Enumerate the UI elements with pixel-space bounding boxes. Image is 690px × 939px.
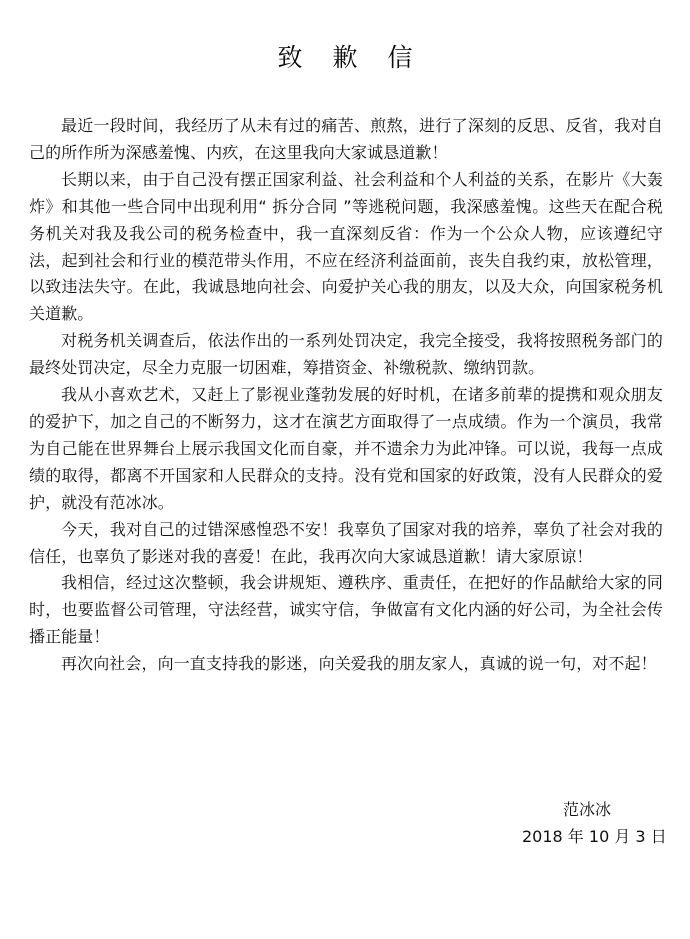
paragraph-acceptance: 对税务机关调查后，依法作出的一系列处罚决定，我完全接受，我将按照税务部门的最终处罚决定，尽全力克服一切困难，筹措资金、补缴税款、缴纳罚款。 (29, 331, 663, 378)
paragraph-career: 我从小喜欢艺术，又赶上了影视业蓬勃发展的好时机，在诸多前辈的提携和观众朋友的爱护下，加之自己的不断努力，这才在演艺方面取得了一点成绩。作为一个演员，我常为自己能在世界舞台上展示我国文化而自豪，并不遗余力为此冲锋。可以说，我每一点成绩的取得，都离不开国家和人民群众的支持。没有党和国家的好政策，没有人民群众的爱护，就没有范冰冰。 (29, 385, 663, 512)
signature-date: 2018 年 10 月 3 日 (522, 827, 667, 846)
paragraph-opening: 最近一段时间，我经历了从未有过的痛苦、煎熬，进行了深刻的反思、反省，我对自己的所作所为深感羞愧、内疚，在这里我向大家诚恳道歉！ (29, 116, 663, 162)
letter-title: 致歉信 (277, 43, 443, 72)
paragraph-commitment: 我相信，经过这次整顿，我会讲规矩、遵秩序、重责任，在把好的作品献给大家的同时，也要监督公司管理，守法经营，诚实守信，争做富有文化内涵的好公司，为全社会传播正能量！ (29, 573, 663, 647)
paragraph-reflection: 长期以来，由于自己没有摆正国家利益、社会利益和个人利益的关系，在影片《大轰炸》和其他一些合同中出现利用“ 拆分合同 ”等逃税问题，我深感羞愧。这些天在配合税务机关对我及我公司的税务检查中，我一直深刻反省：作为一个公众人物，应该遵纪守法，起到社会和行业的模范带头作用，不应在经济利益面前，丧失自我约束，放松管理，以致违法失守。在此，我诚恳地向社会、向爱护关心我的朋友，以及大众，向国家税务机关道歉。 (29, 169, 663, 324)
signature-block (522, 796, 667, 850)
paragraph-closing: 再次向社会，向一直支持我的影迷，向关爱我的朋友家人，真诚的说一句，对不起！ (61, 654, 657, 674)
letter-body (29, 113, 663, 678)
signature-name: 范冰冰 (562, 800, 611, 819)
paragraph-remorse: 今天，我对自己的过错深感惶恐不安！我辜负了国家对我的培养，辜负了社会对我的信任，也辜负了影迷对我的喜爱！在此，我再次向大家诚恳道歉！请大家原谅！ (29, 519, 663, 566)
